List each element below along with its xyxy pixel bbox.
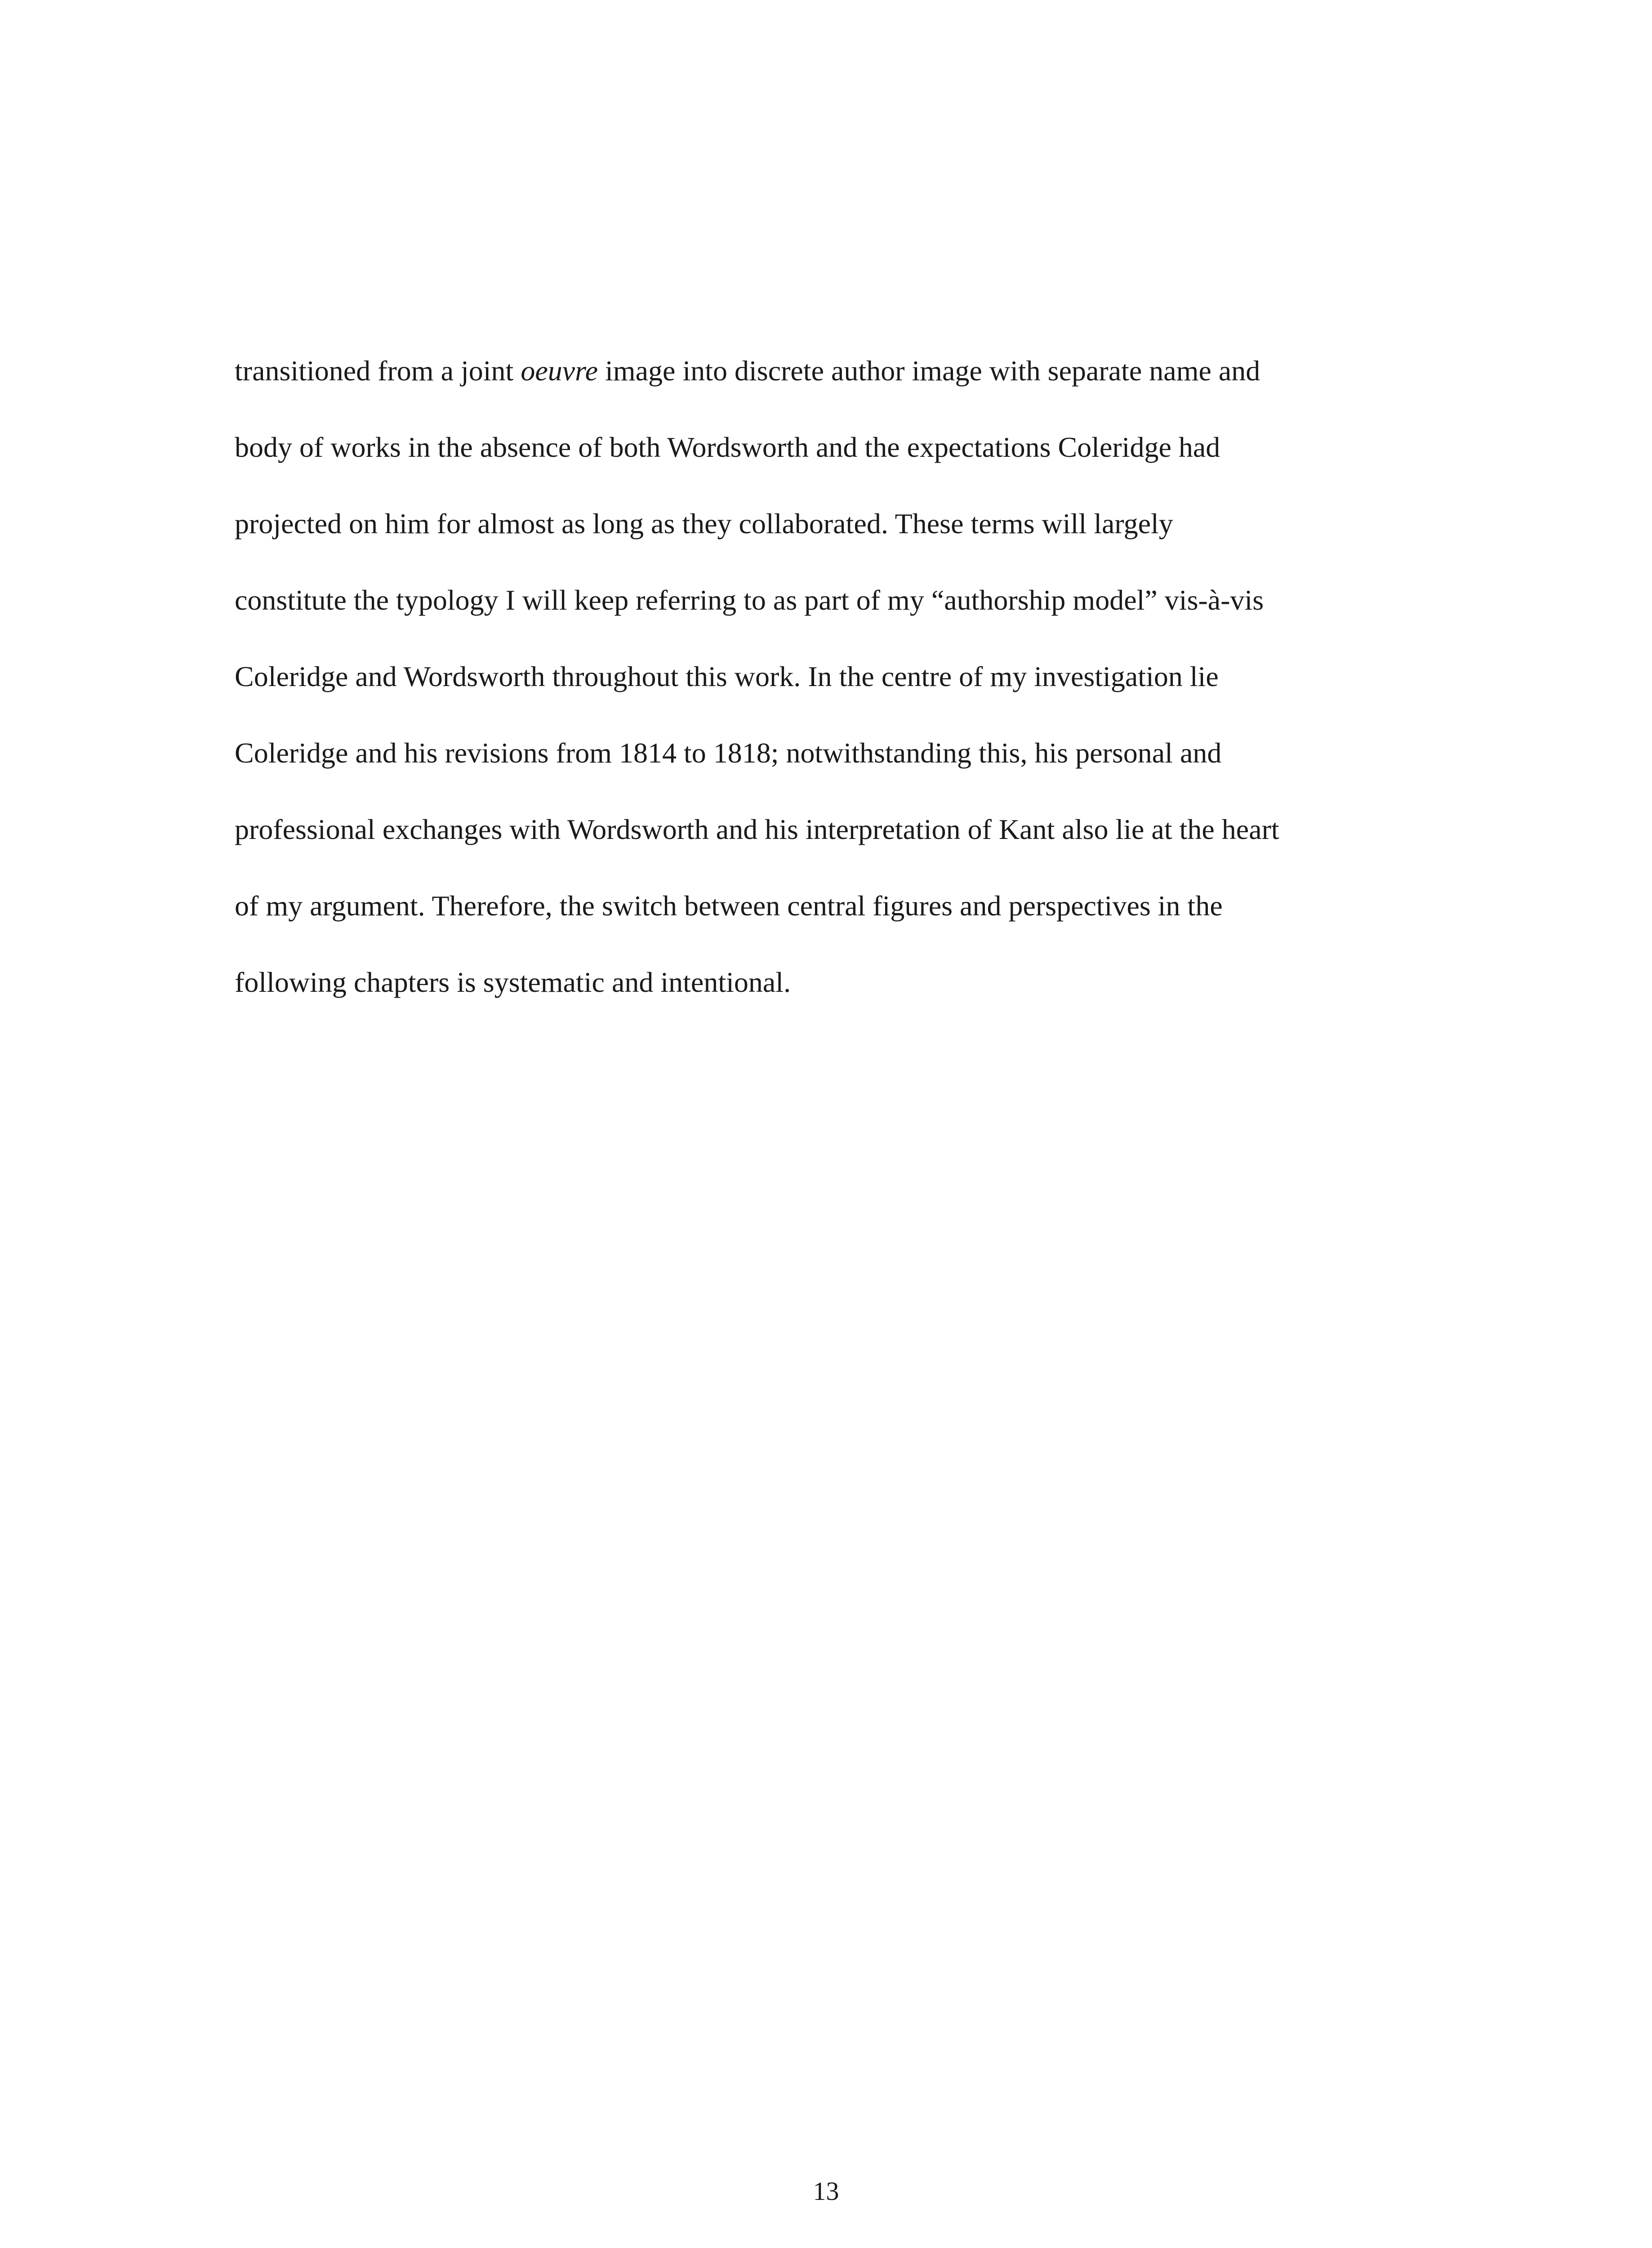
- text-line-1-end: image into discrete author image with separate name and: [598, 355, 1260, 387]
- text-line-3: projected on him for almost as long as they collaborated. These terms will largely: [235, 508, 1173, 540]
- text-line-7: professional exchanges with Wordsworth and his interpretation of Kant also lie at the heart: [235, 813, 1279, 845]
- text-line-4: constitute the typology I will keep referring to as part of my “authorship model” vis-à-vis: [235, 584, 1264, 616]
- page-number: 13: [813, 2177, 839, 2206]
- text-line-1: [235, 333, 1430, 409]
- text-line-6: Coleridge and his revisions from 1814 to 1818; notwithstanding this, his personal and: [235, 737, 1222, 769]
- body-paragraph: [235, 333, 1430, 1021]
- text-line-9: following chapters is systematic and intentional.: [235, 966, 791, 998]
- text-line-8: of my argument. Therefore, the switch between central figures and perspectives in the: [235, 890, 1223, 922]
- text-line-2: body of works in the absence of both Wordsworth and the expectations Coleridge had: [235, 431, 1220, 463]
- text-line-5: Coleridge and Wordsworth throughout this work. In the centre of my investigation lie: [235, 660, 1219, 692]
- italic-term: oeuvre: [521, 355, 598, 387]
- text-line-1-start: transitioned from a joint: [235, 355, 521, 387]
